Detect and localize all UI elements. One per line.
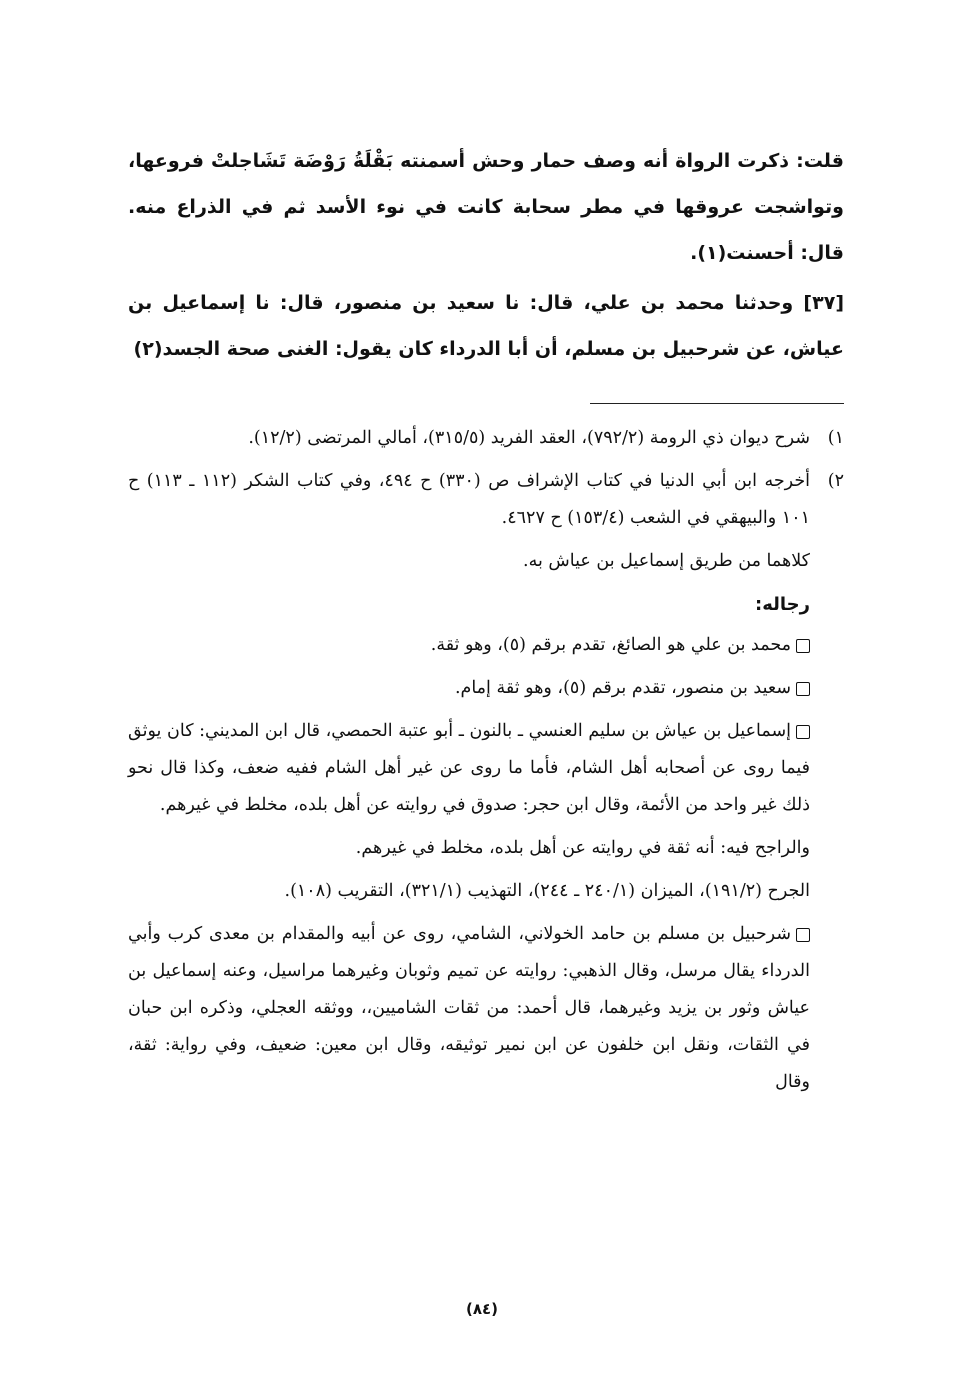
rijal-heading: رجاله: [755, 594, 810, 615]
narrator-text: محمد بن علي هو الصائغ، تقدم برقم (٥)، وهو ثقة. [430, 635, 791, 655]
footnote-2-text: أخرجه ابن أبي الدنيا في كتاب الإشراف ص (٣٣٠) ح ٤٩٤، وفي كتاب الشكر (١١٢ ـ ١١٣) ح ١٠١ والبيهقي في الشعب (١٥٣/٤) ح ٤٦٢٧. [128, 471, 810, 528]
footnote-1-text: شرح ديوان ذي الرومة (٧٩٢/٢)، العقد الفريد (٣١٥/٥)، أمالي المرتضى (١٢/٢). [248, 428, 810, 448]
footnote-1 [128, 420, 844, 457]
rajih-line: والراجح فيه: أنه ثقة في روايته عن أهل بلده، مخلط في غيرهم. [355, 838, 810, 858]
narrator-entry [128, 627, 810, 664]
footnote-both-line: كلاهما من طريق إسماعيل بن عياش به. [523, 551, 810, 571]
checkbox-square-icon [796, 725, 810, 739]
footnote-2-number: ٢) [827, 471, 844, 491]
checkbox-square-icon [796, 928, 810, 942]
footnotes [128, 420, 844, 1107]
narrator-entry [128, 670, 810, 707]
main-paragraph-2: [٣٧] وحدثنا محمد بن علي، قال: نا سعيد بن منصور، قال: نا إسماعيل بن عياش، عن شرحبيل بن مسلم، أن أبا الدرداء كان يقول: الغنى صحة الجسد(٢) [128, 292, 844, 360]
footnote-1-number: ١) [827, 428, 844, 448]
checkbox-square-icon [796, 639, 810, 653]
main-text [128, 138, 844, 376]
footnote-separator [590, 403, 844, 404]
narrator-text: شرحبيل بن مسلم بن حامد الخولاني، الشامي، روى عن أبيه والمقدام بن معدى كرب وأبي الدرداء يقال مرسل، وقال الذهبي: روايته عن تميم وثوبان وغيرهما مراسيل، وعنه إسماعيل بن عياش وثور بن يزيد وغيرهما، قال أحمد: من ثقات الشاميين،، ووثقه العجلي، وذكره ابن حبان في الثقات، ونقل ابن خلفون عن ابن نمير توثيقه، وقال ابن معين: ضعيف، وفي رواية: ثقة، وقال [128, 924, 810, 1092]
narrator-entry [128, 916, 810, 1101]
footnote-2 [128, 463, 844, 537]
narrator-entry [128, 713, 810, 824]
page-number: (٨٤) [465, 1300, 499, 1318]
narrator-text: إسماعيل بن عياش بن سليم العنسي ـ بالنون ـ أبو عتبة الحمصي، قال ابن المديني: كان يوثق فيما روى عن أصحابه أهل الشام، فأما ما روى عن غير أهل الشام ففيه ضعف، وكذا قال نحو ذلك غير واحد من الأئمة، وقال ابن حجر: صدوق في روايته عن أهل بلده، مخلط في غيرهم. [128, 721, 810, 815]
main-paragraph-1: قلت: ذكرت الرواة أنه وصف حمار وحش أسمنته بَقْلَةُ رَوْضَة تَشَاجلتْ فروعها، وتواشجت عروقها في مطر سحابة كانت في نوء الأسد ثم في الذراع منه. قال: أحسنت(١). [128, 150, 844, 264]
checkbox-square-icon [796, 682, 810, 696]
narrator-text: سعيد بن منصور، تقدم برقم (٥)، وهو ثقة إمام. [454, 678, 791, 698]
references-line: الجرح (١٩١/٢)، الميزان (٢٤٠/١ ـ ٢٤٤)، التهذيب (٣٢١/١)، التقريب (١٠٨). [284, 881, 810, 901]
